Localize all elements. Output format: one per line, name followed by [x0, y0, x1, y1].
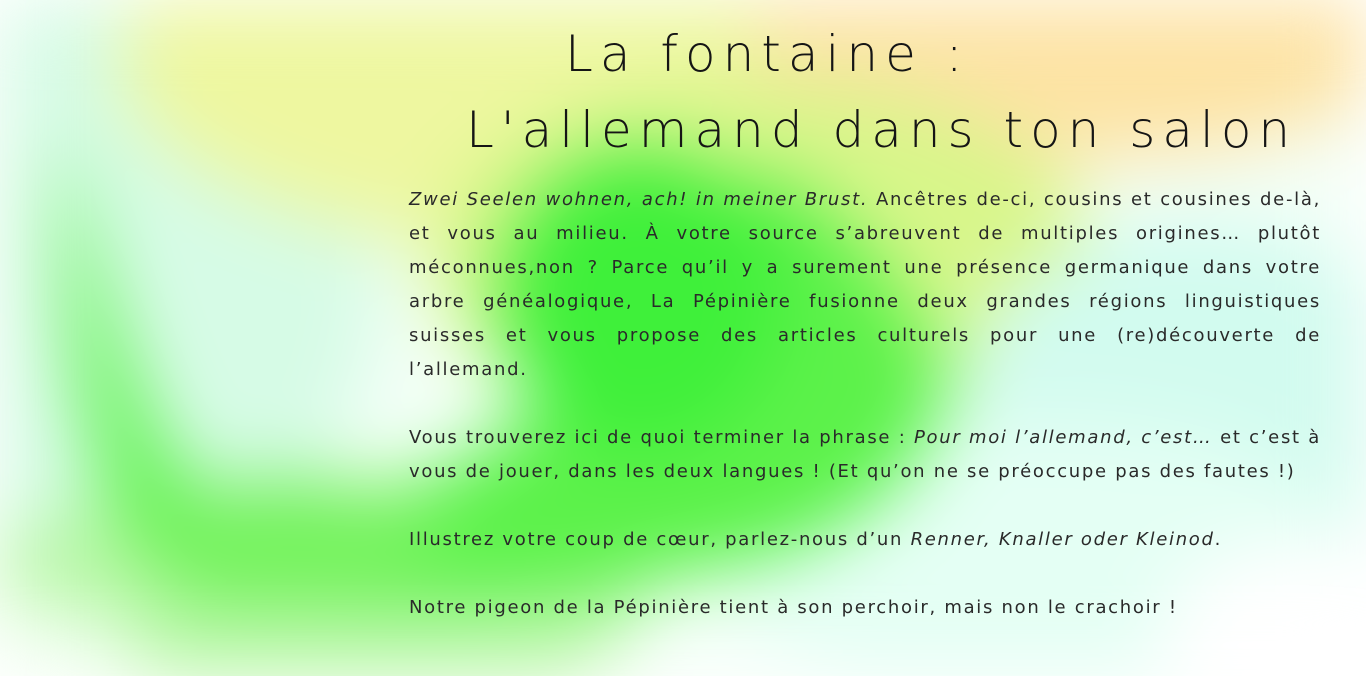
- paragraph-4-text: Notre pigeon de la Pépinière tient à son perchoir, mais non le crachoir !: [409, 597, 1178, 618]
- paragraph-3-text-before: Illustrez votre coup de cœur, parlez-nous d’un: [409, 529, 911, 550]
- intro-paragraph-4: [409, 591, 1321, 625]
- goethe-quote: Zwei Seelen wohnen, ach! in meiner Brust.: [409, 189, 869, 210]
- intro-paragraph-1: [409, 183, 1321, 387]
- paragraph-2-text-after: et c’est à vous de jouer, dans les deux langues ! (Et qu’on ne se préoccupe pas des fautes !): [409, 427, 1322, 482]
- paragraph-2-text-before: Vous trouverez ici de quoi terminer la phrase :: [409, 427, 914, 448]
- paragraph-3-text-after: .: [1214, 529, 1223, 550]
- page-title-line-1: La fontaine :: [565, 25, 970, 83]
- page-title-line-2: L'allemand dans ton salon: [466, 101, 1298, 159]
- intro-paragraph-2: [409, 421, 1321, 489]
- paragraph-3-italic-phrase: Renner, Knaller oder Kleinod: [910, 529, 1215, 550]
- intro-text: [409, 183, 1321, 659]
- intro-paragraph-3: [409, 523, 1321, 557]
- paragraph-1-text: Ancêtres de-ci, cousins et cousines de-là, et vous au milieu. À votre source s’abreuvent de multiples origines… plutôt méconnues,non ? Parce qu’il y a surement une présence germanique dans votre arbre généalogique, La Pépinière fusionne deux grandes régions linguistiques suisses et vous propose des articles culturels pour une (re)découverte de l’allemand.: [409, 189, 1321, 380]
- paragraph-2-italic-phrase: Pour moi l’allemand, c’est…: [913, 427, 1213, 448]
